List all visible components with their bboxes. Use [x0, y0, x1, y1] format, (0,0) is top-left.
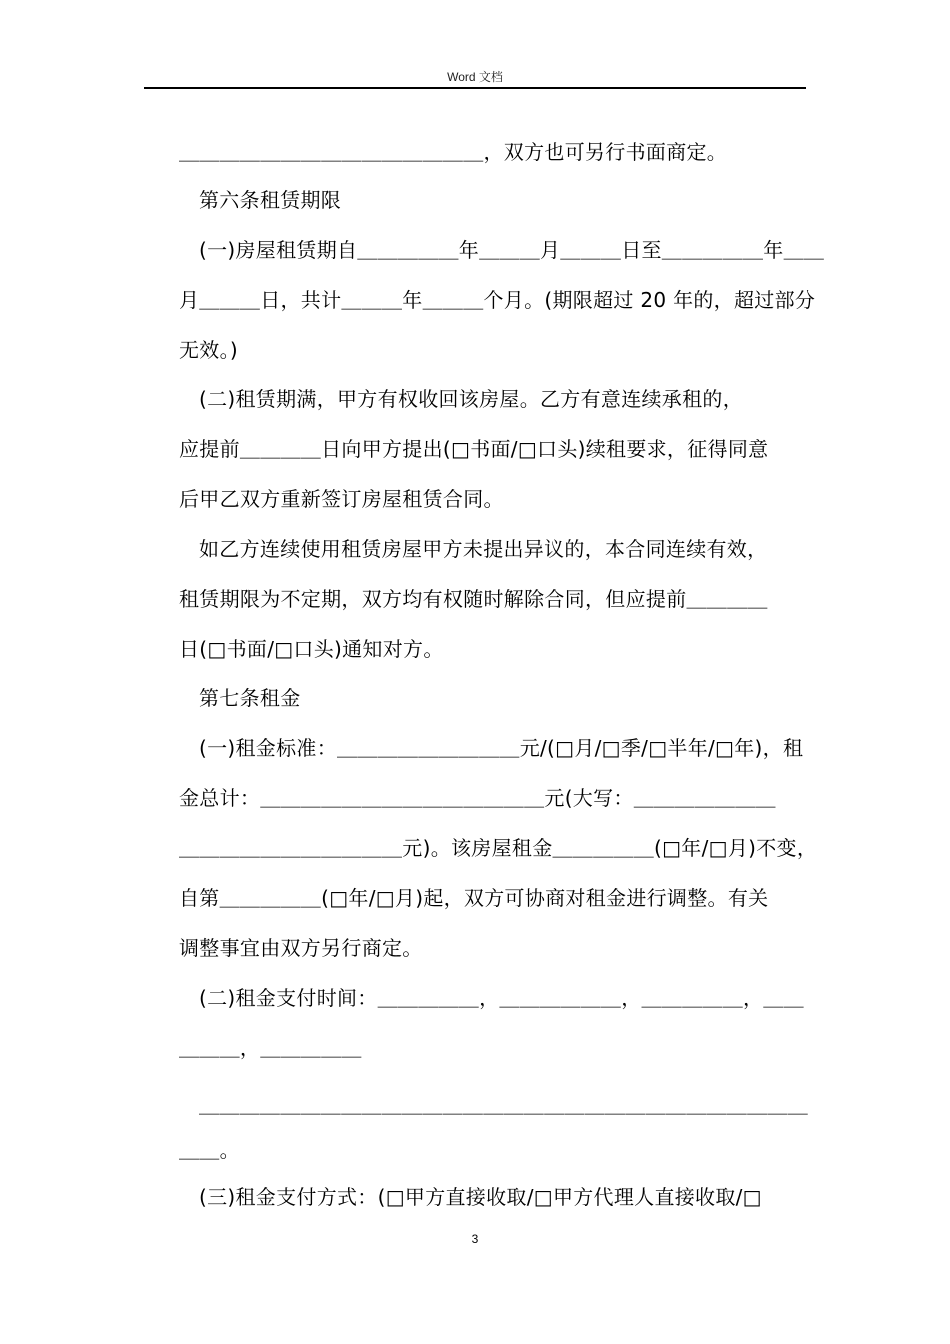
body-line: 自第＿＿＿＿＿(□年/□月)起，双方可协商对租金进行调整。有关	[179, 886, 769, 910]
body-line: 调整事宜由双方另行商定。	[179, 936, 423, 960]
body-line: ＿＿＿＿＿＿＿＿＿＿＿元)。该房屋租金＿＿＿＿＿(□年/□月)不变，	[179, 836, 818, 860]
body-line: (一)房屋租赁期自＿＿＿＿＿年＿＿＿月＿＿＿日至＿＿＿＿＿年＿＿	[199, 238, 825, 262]
section-heading-article-6: 第六条租赁期限	[199, 188, 342, 212]
body-line: (二)租赁期满，甲方有权收回该房屋。乙方有意连续承租的，	[199, 387, 744, 411]
section-heading-article-7: 第七条租金	[199, 686, 301, 710]
body-line: ＿＿＿＿＿＿＿＿＿＿＿＿＿＿＿，双方也可另行书面商定。	[179, 140, 728, 164]
body-line: (三)租金支付方式：(□甲方直接收取/□甲方代理人直接收取/□	[199, 1185, 762, 1209]
body-line: ＿＿。	[179, 1138, 240, 1162]
body-line: 月＿＿＿日，共计＿＿＿年＿＿＿个月。(期限超过 20 年的，超过部分	[179, 288, 816, 312]
body-line: 后甲乙双方重新签订房屋租赁合同。	[179, 487, 504, 511]
body-line: ＿＿＿，＿＿＿＿＿	[179, 1036, 362, 1060]
body-line: 无效。)	[179, 338, 239, 362]
body-line: 日(□书面/□口头)通知对方。	[179, 637, 444, 661]
body-line: (一)租金标准：＿＿＿＿＿＿＿＿＿元/(□月/□季/□半年/□年)，租	[199, 736, 804, 760]
blank-fill-line: ＿＿＿＿＿＿＿＿＿＿＿＿＿＿＿＿＿＿＿＿＿＿＿＿＿＿＿＿＿＿	[199, 1093, 808, 1117]
body-line: (二)租金支付时间：＿＿＿＿＿，＿＿＿＿＿＿，＿＿＿＿＿，＿＿	[199, 986, 804, 1010]
body-line: 应提前＿＿＿＿日向甲方提出(□书面/□口头)续租要求，征得同意	[179, 437, 769, 461]
page-number: 3	[471, 1232, 479, 1246]
body-line: 如乙方连续使用租赁房屋甲方未提出异议的，本合同连续有效，	[199, 537, 768, 561]
body-line: 租赁期限为不定期，双方均有权随时解除合同，但应提前＿＿＿＿	[179, 587, 768, 611]
page-header: Word 文档	[447, 70, 503, 84]
body-line: 金总计：＿＿＿＿＿＿＿＿＿＿＿＿＿＿元(大写：＿＿＿＿＿＿＿	[179, 786, 776, 810]
header-rule	[144, 87, 806, 89]
